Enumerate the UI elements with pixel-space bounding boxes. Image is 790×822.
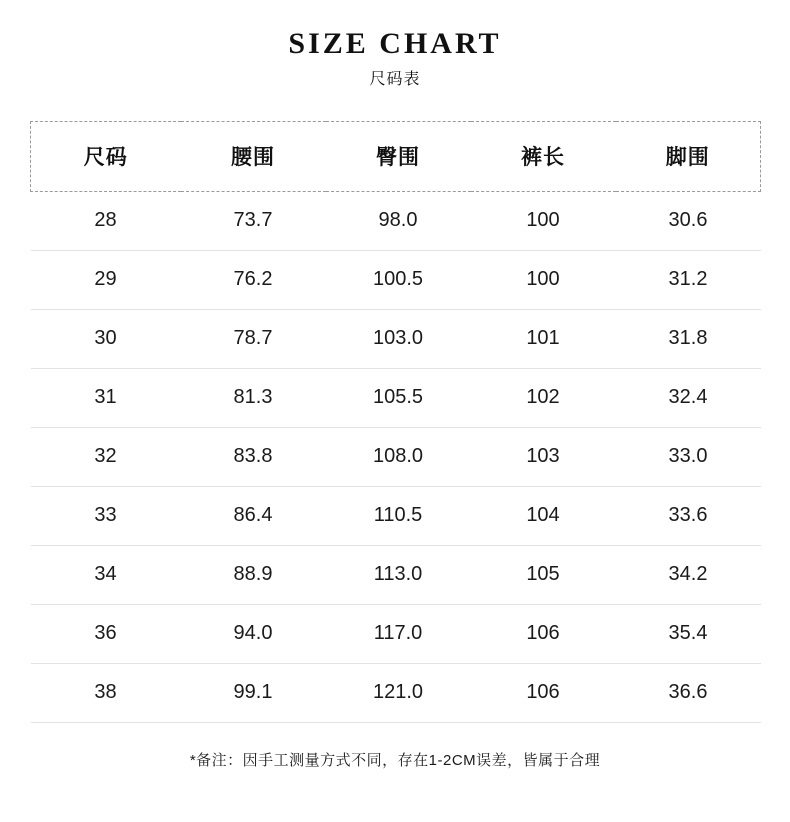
cell-hip: 113.0 bbox=[326, 545, 471, 604]
table-row bbox=[31, 191, 761, 250]
size-table-wrap bbox=[30, 121, 760, 723]
cell-leg-opening: 31.8 bbox=[616, 309, 761, 368]
cell-waist: 76.2 bbox=[181, 250, 326, 309]
table-row bbox=[31, 309, 761, 368]
cell-leg-opening: 34.2 bbox=[616, 545, 761, 604]
table-row bbox=[31, 250, 761, 309]
cell-size: 34 bbox=[31, 545, 181, 604]
cell-leg-opening: 35.4 bbox=[616, 604, 761, 663]
cell-size: 33 bbox=[31, 486, 181, 545]
measurement-note: *备注：因手工测量方式不同，存在1-2CM误差，皆属于合理 bbox=[189, 751, 601, 769]
table-row bbox=[31, 486, 761, 545]
cell-hip: 110.5 bbox=[326, 486, 471, 545]
cell-leg-opening: 33.0 bbox=[616, 427, 761, 486]
cell-waist: 83.8 bbox=[181, 427, 326, 486]
cell-length: 103 bbox=[471, 427, 616, 486]
cell-length: 105 bbox=[471, 545, 616, 604]
cell-leg-opening: 31.2 bbox=[616, 250, 761, 309]
cell-hip: 108.0 bbox=[326, 427, 471, 486]
page-subtitle: 尺码表 bbox=[369, 71, 421, 88]
cell-waist: 86.4 bbox=[181, 486, 326, 545]
column-header-length: 裤长 bbox=[471, 121, 616, 191]
table-row bbox=[31, 427, 761, 486]
cell-hip: 98.0 bbox=[326, 191, 471, 250]
cell-hip: 105.5 bbox=[326, 368, 471, 427]
cell-size: 32 bbox=[31, 427, 181, 486]
column-header-waist: 腰围 bbox=[181, 121, 326, 191]
cell-waist: 78.7 bbox=[181, 309, 326, 368]
size-table bbox=[30, 121, 761, 723]
cell-waist: 88.9 bbox=[181, 545, 326, 604]
cell-length: 101 bbox=[471, 309, 616, 368]
cell-size: 31 bbox=[31, 368, 181, 427]
cell-length: 104 bbox=[471, 486, 616, 545]
cell-length: 102 bbox=[471, 368, 616, 427]
cell-hip: 103.0 bbox=[326, 309, 471, 368]
table-row bbox=[31, 604, 761, 663]
table-row bbox=[31, 368, 761, 427]
cell-waist: 99.1 bbox=[181, 663, 326, 722]
cell-size: 30 bbox=[31, 309, 181, 368]
table-body bbox=[31, 191, 761, 722]
cell-length: 100 bbox=[471, 250, 616, 309]
cell-waist: 81.3 bbox=[181, 368, 326, 427]
cell-leg-opening: 32.4 bbox=[616, 368, 761, 427]
cell-hip: 100.5 bbox=[326, 250, 471, 309]
table-row bbox=[31, 663, 761, 722]
cell-length: 106 bbox=[471, 663, 616, 722]
table-row bbox=[31, 545, 761, 604]
cell-waist: 94.0 bbox=[181, 604, 326, 663]
cell-size: 28 bbox=[31, 191, 181, 250]
cell-length: 106 bbox=[471, 604, 616, 663]
column-header-leg-opening: 脚围 bbox=[616, 121, 761, 191]
cell-leg-opening: 30.6 bbox=[616, 191, 761, 250]
cell-hip: 121.0 bbox=[326, 663, 471, 722]
cell-size: 38 bbox=[31, 663, 181, 722]
table-header-row bbox=[31, 121, 761, 191]
title-block bbox=[0, 0, 790, 91]
cell-size: 36 bbox=[31, 604, 181, 663]
column-header-hip: 臀围 bbox=[326, 121, 471, 191]
cell-hip: 117.0 bbox=[326, 604, 471, 663]
page-title: SIZE CHART bbox=[288, 27, 502, 60]
table-header bbox=[31, 121, 761, 191]
cell-leg-opening: 36.6 bbox=[616, 663, 761, 722]
column-header-size: 尺码 bbox=[31, 121, 181, 191]
cell-leg-opening: 33.6 bbox=[616, 486, 761, 545]
cell-waist: 73.7 bbox=[181, 191, 326, 250]
cell-length: 100 bbox=[471, 191, 616, 250]
cell-size: 29 bbox=[31, 250, 181, 309]
